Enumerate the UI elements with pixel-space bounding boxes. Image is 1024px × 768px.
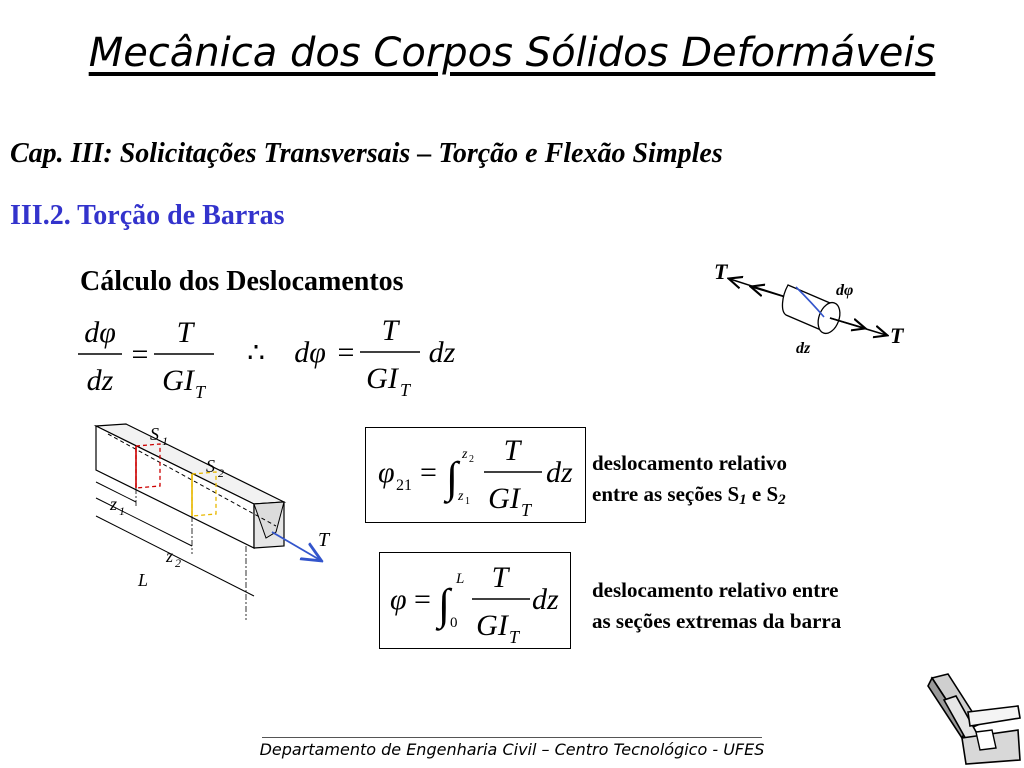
label-z1: z [110, 494, 118, 514]
desc1-line2-pre: entre as seções S [592, 482, 740, 506]
eq1-equals: = [131, 338, 149, 371]
label-z2: z [166, 546, 174, 566]
eq2-num: T [381, 314, 399, 347]
eq4-tail: dz [532, 583, 559, 616]
eq3-tail: dz [546, 456, 573, 489]
eq2-den-sub: T [399, 380, 411, 400]
desc2-line1: deslocamento relativo entre [592, 578, 839, 602]
label-s2-sub: 2 [218, 466, 224, 480]
eq3-lower: z [458, 489, 464, 504]
desc2-line2: as seções extremas da barra [592, 609, 842, 633]
eq2-equals: = [337, 336, 355, 369]
i-beam-logo-bottom-flange [968, 706, 1020, 726]
eq3-upper: z [462, 447, 468, 462]
eq1-den-right: GI [162, 364, 194, 397]
chapter-heading: Cap. III: Solicitações Transversais – Torção e Flexão Simples [10, 138, 723, 169]
eq2-lhs: dφ [294, 336, 326, 369]
eq3-num: T [503, 434, 521, 467]
eq3-den: GI [488, 482, 520, 515]
desc1-sub1: 1 [739, 492, 747, 508]
angle-label-dphi: dφ [836, 282, 854, 299]
eq3-lhs-sub: 21 [396, 477, 412, 494]
label-length: L [138, 570, 149, 590]
eq1-num-left: dφ [84, 316, 116, 349]
i-beam-logo-notch [976, 730, 996, 750]
eq3-lower-sub: 1 [465, 496, 470, 507]
eq1-num-right: T [176, 316, 194, 349]
slide-title: Mecânica dos Corpos Sólidos Deformáveis [88, 30, 936, 76]
cylinder-torsion-diagram [700, 255, 920, 365]
desc1-line1: deslocamento relativo [592, 451, 787, 475]
eq3-lhs: φ [378, 456, 395, 489]
eq4-upper: L [456, 571, 465, 587]
eq3-integral: ∫ [446, 453, 459, 502]
desc1-mid: e S [746, 482, 779, 506]
subtitle-calculo: Cálculo dos Deslocamentos [80, 266, 404, 297]
section-heading: III.2. Torção de Barras [10, 200, 285, 231]
eq4-den: GI [476, 609, 508, 642]
equation-box-total-rotation [379, 552, 571, 649]
eq3-equals: = [420, 456, 437, 489]
eq4-lhs: φ [390, 583, 407, 616]
label-torque: T [318, 529, 330, 551]
therefore-symbol: ∴ [247, 338, 265, 369]
equation-dphi [282, 306, 472, 406]
eq3-den-sub: T [520, 500, 532, 520]
desc1-line2 [592, 479, 787, 516]
label-s1: S [150, 424, 159, 444]
equation-phi21 [366, 428, 585, 522]
footer-rule [262, 737, 762, 738]
eq1-den-right-sub: T [194, 382, 206, 402]
i-beam-logo [926, 672, 1022, 766]
eq1-den-left: dz [86, 364, 114, 397]
equation-differential [70, 310, 230, 410]
equation-phi [380, 553, 570, 648]
eq4-lower: 0 [450, 615, 458, 631]
eq3-upper-sub: 2 [469, 454, 474, 465]
label-z2-sub: 2 [175, 556, 181, 570]
eq4-den-sub: T [508, 627, 520, 647]
description-relative-sections [592, 448, 787, 516]
label-s1-sub: 1 [162, 434, 168, 448]
eq4-num: T [491, 561, 509, 594]
footer-department: Departamento de Engenharia Civil – Centro Tecnológico - UFES [259, 740, 765, 759]
eq2-den: GI [366, 362, 398, 395]
eq4-integral: ∫ [438, 580, 451, 629]
torque-label-right: T [890, 323, 904, 348]
torque-label-left: T [714, 259, 728, 284]
label-z1-sub: 1 [119, 504, 125, 518]
eq2-tail: dz [428, 336, 456, 369]
bar-torsion-diagram [88, 420, 348, 626]
description-end-sections [592, 575, 841, 637]
desc1-sub2: 2 [778, 492, 786, 508]
eq4-equals: = [414, 583, 431, 616]
equation-box-relative-rotation [365, 427, 586, 523]
length-label-dz: dz [796, 340, 811, 357]
therefore-symbol-box [238, 336, 274, 376]
label-s2: S [206, 456, 215, 476]
